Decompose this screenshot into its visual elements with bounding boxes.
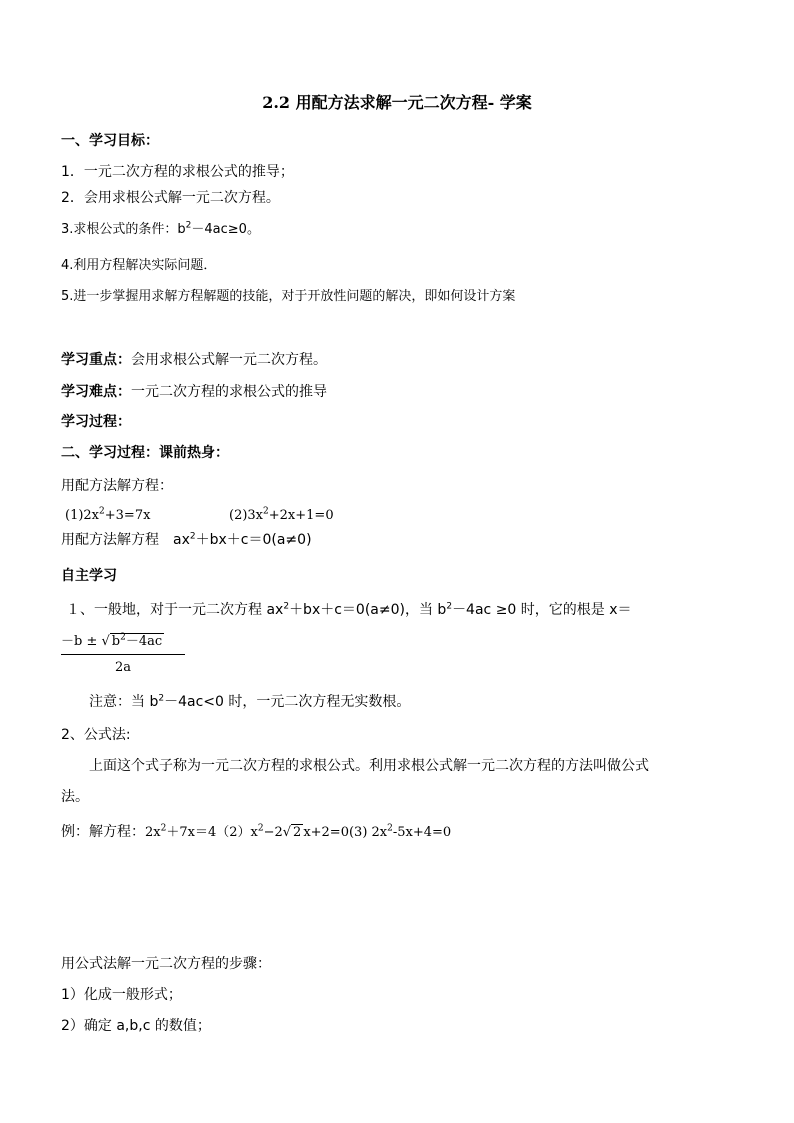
- quadratic-formula: [61, 630, 187, 680]
- difficulty-label: 学习难点：: [61, 384, 131, 400]
- p1-part-c: －4ac ≥0 时，它的根是 x＝: [452, 602, 632, 618]
- steps-heading: 用公式法解一元二次方程的步骤：: [61, 956, 271, 972]
- note-sup: 2: [158, 693, 165, 704]
- formula-method-text-line-1: 上面这个式子称为一元二次方程的求根公式。利用求根公式解一元二次方程的方法叫做公式: [89, 758, 649, 774]
- p1-part-a: １、一般地，对于一元二次方程 ax: [66, 602, 284, 618]
- radicand-rest: －4ac: [125, 634, 163, 649]
- general-post: ＋bx＋c＝0(a≠0): [195, 532, 312, 548]
- eq2-sup: 2: [263, 506, 269, 517]
- goal-4: 4.利用方程解决实际问题．: [61, 258, 217, 273]
- fraction-bar: [61, 654, 185, 655]
- sqrt-two-radicand: 2: [293, 825, 302, 840]
- eq1-part-b: +3=7x: [104, 508, 151, 523]
- goal-2: 2．会用求根公式解一元二次方程。: [61, 190, 280, 206]
- p1-part-b: ＋bx＋c＝0(a≠0)，当 b: [289, 602, 447, 618]
- goal-3: [61, 220, 260, 240]
- goal-5: 5.进一步掌握用求解方程解题的技能，对于开放性问题的解决，即如何设计方案: [61, 289, 516, 304]
- sqrt-symbol: √ $b^2-4ac$: [101, 632, 163, 649]
- warmup-intro: 用配方法解方程：: [61, 478, 173, 494]
- ex3-b: -5x+4=0: [392, 825, 452, 840]
- general-equation: [61, 530, 312, 550]
- example-equations: [61, 822, 451, 843]
- general-pre: 用配方法解方程 ax: [61, 532, 190, 548]
- key-point-text: 会用求根公式解一元二次方程。: [131, 352, 327, 368]
- formula-denominator: 2a: [115, 660, 132, 675]
- ex3-sup: 2: [387, 823, 393, 834]
- goal-3-pre: 3.求根公式的条件：b: [61, 222, 186, 237]
- formula-method-heading: 2、公式法:: [61, 727, 131, 743]
- example-eq-1: [145, 825, 451, 840]
- eq2-part-a: (2)3x: [229, 508, 264, 523]
- section-heading-goals: 一、学习目标：: [61, 133, 159, 149]
- formula-method-text-line-2: 法。: [61, 789, 89, 805]
- goal-1: 1．一元二次方程的求根公式的推导；: [61, 164, 294, 180]
- page-title: 2.2 用配方法求解一元二次方程- 学案: [262, 93, 532, 112]
- section-heading-process: 二、学习过程：课前热身：: [61, 445, 229, 461]
- sqrt-two: √ 2: [282, 825, 302, 840]
- note-part-a: 注意：当 b: [89, 694, 159, 710]
- eq1-part-a: (1)2x: [65, 508, 100, 523]
- ex1-sup: 2: [160, 823, 167, 834]
- difficulty-point: [61, 382, 327, 402]
- note-part-b: －4ac<0 时，一元二次方程无实数根。: [164, 694, 411, 710]
- radicand-sup: 2: [120, 632, 126, 643]
- eq2-part-b: +2x+1=0: [268, 508, 334, 523]
- ex2-sup: 2: [257, 823, 264, 834]
- warmup-equation-1: [65, 506, 150, 526]
- ex1-a: 2x: [145, 825, 161, 840]
- key-point: [61, 350, 327, 370]
- warmup-equation-2: [229, 506, 334, 526]
- p1-sup-2: 2: [446, 601, 453, 612]
- sqrt-radicand: [110, 633, 164, 649]
- key-point-label: 学习重点：: [61, 352, 131, 368]
- goal-3-sup: 2: [185, 220, 192, 231]
- ex1-b: ＋7x＝4（2）x: [166, 825, 258, 840]
- self-study-paragraph-1: [66, 600, 632, 620]
- eq1-sup: 2: [99, 506, 105, 517]
- formula-numerator: [61, 630, 164, 649]
- process-label: 学习过程：: [61, 414, 131, 430]
- ex2-b: −2: [263, 825, 283, 840]
- self-study-heading: 自主学习: [61, 568, 117, 584]
- note-no-real-roots: [89, 692, 410, 712]
- p1-sup-1: 2: [283, 601, 290, 612]
- step-1: 1）化成一般形式；: [61, 987, 182, 1003]
- example-label: 例：解方程：: [61, 824, 145, 840]
- general-sup: 2: [189, 531, 196, 542]
- goal-3-post: －4ac≥0。: [191, 222, 260, 237]
- ex2-d: x+2=0(3) 2x: [303, 825, 388, 840]
- radicand-b: b: [111, 634, 121, 649]
- step-2: 2）确定 a,b,c 的数值；: [61, 1018, 211, 1034]
- difficulty-text: 一元二次方程的求根公式的推导: [131, 384, 327, 400]
- formula-minus-b: －b ±: [61, 634, 102, 649]
